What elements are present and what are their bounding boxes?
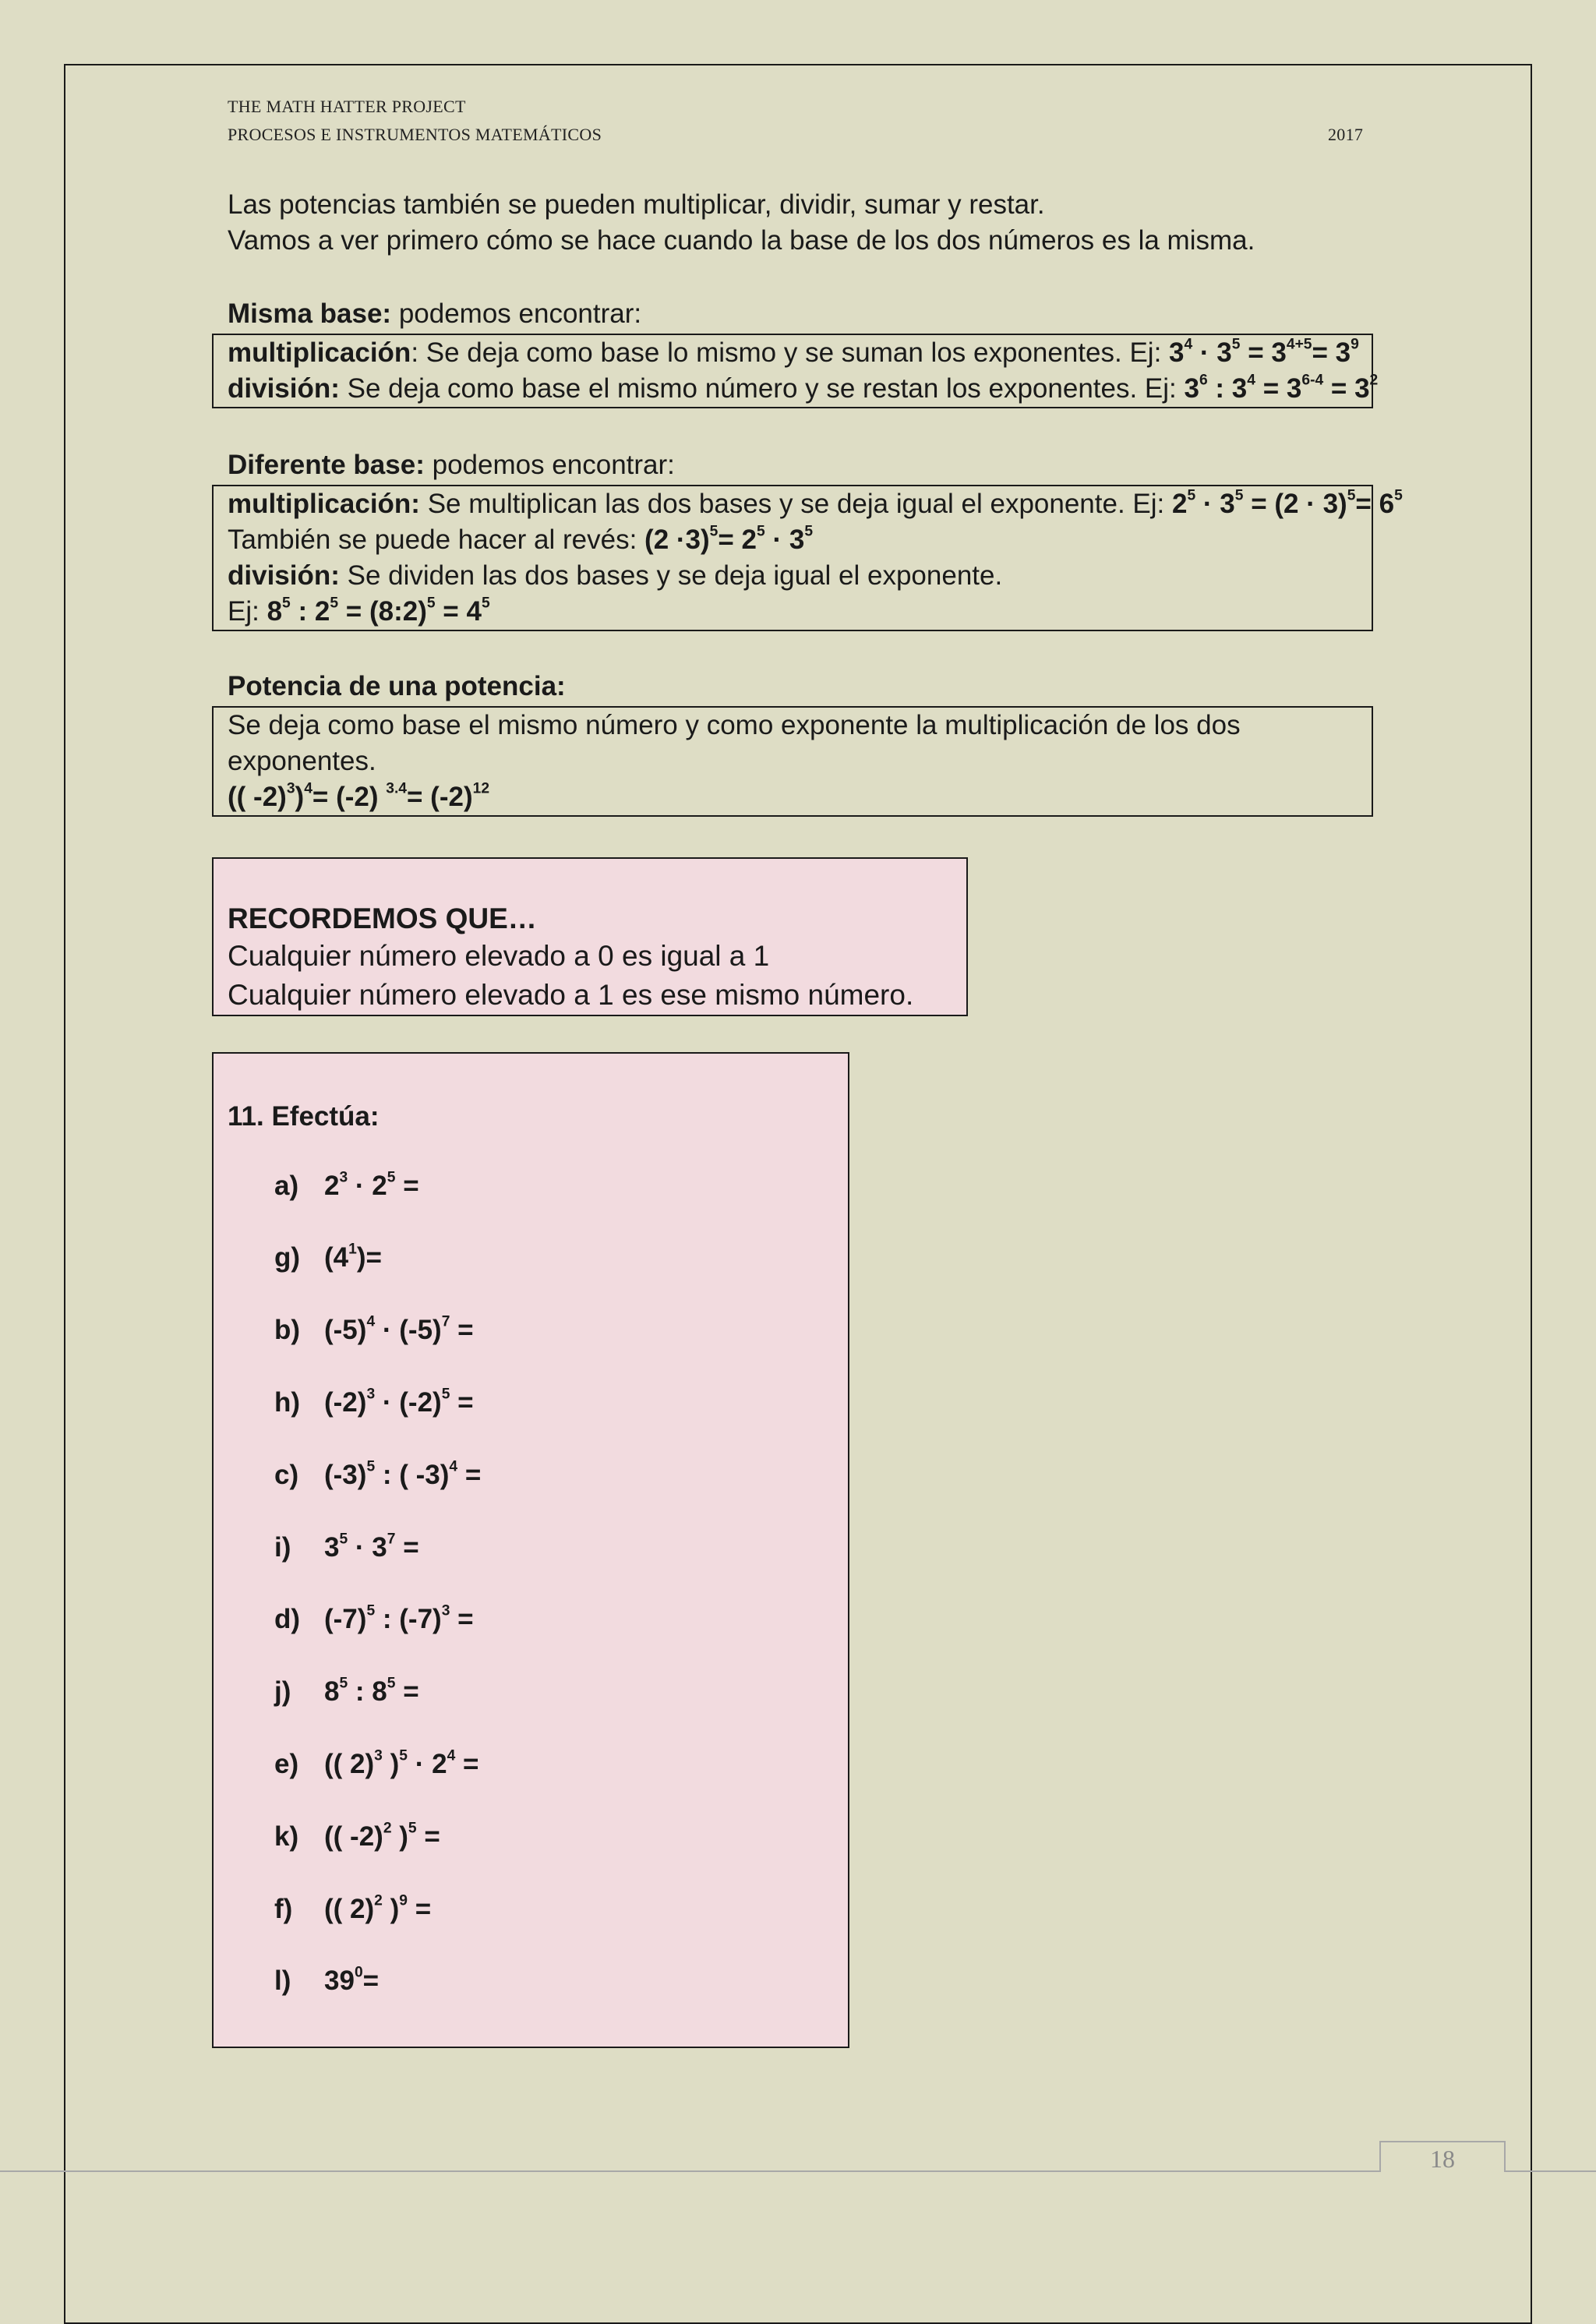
diferente-base-heading: Diferente base: podemos encontrar: [228, 450, 675, 480]
exercise-item-i: i) $3^5 \cdot 3^7$ = [274, 1531, 419, 1563]
misma-base-division: división: Se deja como base el mismo número y se restan los exponentes. Ej: $3^6$ : $3^4 = 3^{6-4} = 3^2$ [228, 372, 1379, 404]
recordemos-box [212, 857, 968, 1016]
misma-base-heading: Misma base: podemos encontrar: [228, 298, 642, 329]
diferente-base-box [212, 485, 1403, 631]
exercise-item-b: b) $(-5)^4 \cdot (-5)^7$ = [274, 1313, 474, 1345]
exercise-item-h: h) $(-2)^3 \cdot (-2)^5$ = [274, 1386, 474, 1418]
recordemos-title: RECORDEMOS QUE… [228, 902, 537, 934]
exercise-title: 11. Efectúa: [228, 1101, 380, 1132]
diferente-base-division: división: Se dividen las dos bases y se deja igual el exponente. [228, 560, 1003, 591]
misma-base-multiplicacion: multiplicación: Se deja como base lo mismo y se suman los exponentes. Ej: $3^4 \cdot 3^5 = 3^{4+5}= 3^9$ [228, 336, 1359, 368]
header-year: 2017 [1328, 125, 1364, 144]
diferente-base-multiplicacion: multiplicación: Se multiplican las dos bases y se deja igual el exponente. Ej: $2^5 \cdot 3^5 = (2 \cdot 3)^5= 6^5$ [228, 487, 1403, 519]
recordemos-line-2: Cualquier número elevado a 1 es ese mismo número. [228, 979, 914, 1011]
exercise-item-g: g) $(4^1)=$ [274, 1241, 382, 1273]
potencia-heading: Potencia de una potencia: [228, 671, 566, 701]
intro-line-2: Vamos a ver primero cómo se hace cuando la base de los dos números es la misma. [228, 225, 1255, 256]
exercise-item-j: j) $8^5$ : $8^5$ = [274, 1675, 419, 1707]
header-subject: PROCESOS E INSTRUMENTOS MATEMÁTICOS [228, 125, 602, 144]
exercise-item-d: d) $(-7)^5$ : $(-7)^3$ = [274, 1602, 474, 1634]
potencia-line-2: exponentes. [228, 746, 376, 776]
exercise-item-f: f) (( 2)$^2$ )$^9$ = [274, 1892, 432, 1924]
potencia-line-1: Se deja como base el mismo número y como exponente la multiplicación de los dos [228, 710, 1241, 740]
footer-rule [0, 2170, 1596, 2172]
diferente-base-reves: También se puede hacer al revés: $(2 \cdot 3)^5= 2^5 \cdot 3^5$ [228, 523, 814, 555]
exercise-item-l: l) $39^0=$ [274, 1964, 380, 1996]
diferente-base-ejemplo: Ej: $8^5$ : $2^5$ = (8:2)$^5$ = $4^5$ [228, 595, 490, 627]
recordemos-line-1: Cualquier número elevado a 0 es igual a 1 [228, 940, 770, 972]
exercise-item-e: e) (( 2)$^3$ )$^5 \cdot 2^4$ = [274, 1747, 479, 1779]
misma-base-box [212, 334, 1379, 408]
potencia-example: (( -2)$^3$)$^4$= (-2) $^{3.4}= (-2)^{12}$ [228, 780, 490, 812]
exercise-item-c: c) $(-3)^5$ : ( -3)$^4$ = [274, 1458, 482, 1490]
potencia-box [212, 706, 1373, 817]
page-number: 18 [1379, 2141, 1506, 2172]
intro-line-1: Las potencias también se pueden multiplicar, dividir, sumar y restar. [228, 189, 1045, 220]
header-project: THE MATH HATTER PROJECT [228, 97, 466, 116]
exercise-item-a: a) $2^3 \cdot 2^5$ = [274, 1169, 419, 1201]
exercise-item-k: k) (( -2)$^2$ )$^5$ = [274, 1820, 440, 1852]
